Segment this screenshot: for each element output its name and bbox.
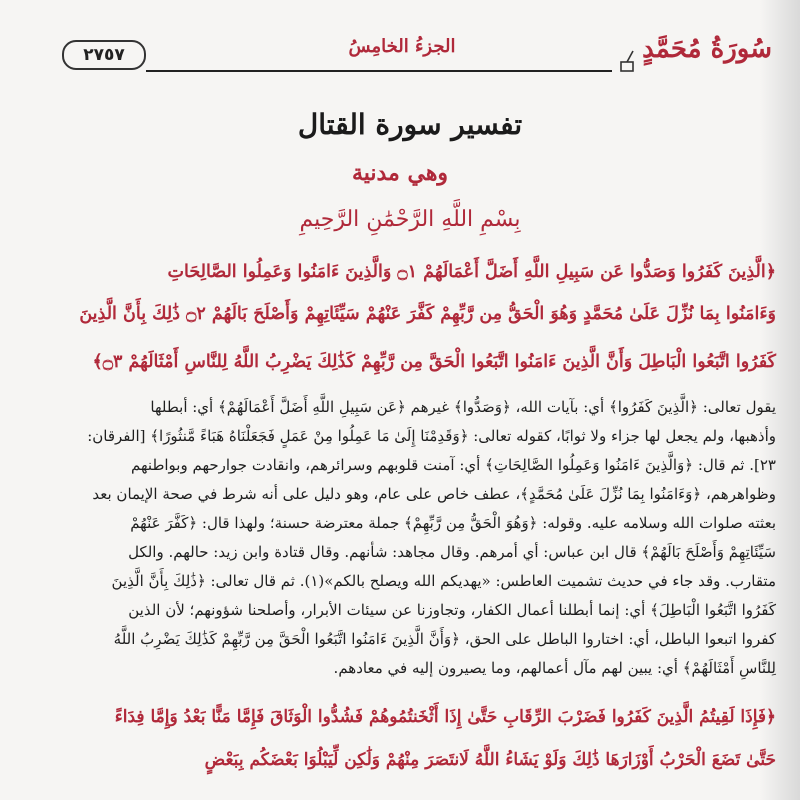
verse-line: ﴿فَإِذَا لَقِيتُمُ الَّذِينَ كَفَرُوا فَضَرْبَ الرِّقَابِ حَتَّىٰ إِذَا أَثْخَنتُمُوهُمْ فَشُدُّوا الْوَثَاقَ فَإِمَّا مَنًّا بَعْدُ وَإِمَّا فِدَاءً <box>114 707 776 727</box>
verse-line: حَتَّىٰ تَضَعَ الْحَرْبُ أَوْزَارَهَا ذَٰلِكَ وَلَوْ يَشَاءُ اللَّهُ لَانتَصَرَ مِنْهُمْ وَلَٰكِن لِّيَبْلُوَا بَعْضَكُم بِبَعْضٍ <box>204 750 776 770</box>
commentary-line: لِلنَّاسِ أَمْثَالَهُمْ﴾ أي: يبين لهم مآل أعمالهم، وما يصيرون إليه في معادهم. <box>333 659 776 677</box>
section-subtitle: وهي مدنية <box>351 160 449 186</box>
verse-line: ﴿الَّذِينَ كَفَرُوا وَصَدُّوا عَن سَبِيلِ اللَّهِ أَضَلَّ أَعْمَالَهُمْ ۝١ وَالَّذِينَ ءَامَنُوا وَعَمِلُوا الصَّالِحَاتِ <box>167 262 776 282</box>
commentary-line: بعثته صلوات الله وسلامه عليه. وقوله: ﴿وَهُوَ الْحَقُّ مِن رَّبِّهِمْ﴾ جملة معترضة حسنة؛ ولهذا قال: ﴿كَفَّرَ عَنْهُمْ <box>130 514 776 532</box>
page-header <box>62 34 772 78</box>
header-rule <box>146 70 612 72</box>
commentary-line: يقول تعالى: ﴿الَّذِينَ كَفَرُوا﴾ أي: بآيات الله، ﴿وَصَدُّوا﴾ غيرهم ﴿عَن سَبِيلِ اللَّهِ أَضَلَّ أَعْمَالَهُمْ﴾ أي: أبطلها <box>150 398 776 416</box>
commentary-line: وأذهبها، ولم يجعل لها جزاء ولا ثوابًا، كقوله تعالى: ﴿وَقَدِمْنَا إِلَىٰ مَا عَمِلُوا مِنْ عَمَلٍ فَجَعَلْنَاهُ هَبَاءً مَّنثُورًا﴾ [الفرقان: <box>87 427 776 445</box>
section-title: تفسير سورة القتال <box>297 108 523 141</box>
commentary-line: وظواهرهم، ﴿وَءَامَنُوا بِمَا نُزِّلَ عَلَىٰ مُحَمَّدٍ﴾، عطف خاص على عام، وهو دليل على أنه شرط في صحة الإيمان بعد <box>92 485 776 503</box>
commentary-line: ٢٣]. ثم قال: ﴿وَالَّذِينَ ءَامَنُوا وَعَمِلُوا الصَّالِحَاتِ﴾ أي: آمنت قلوبهم وسرائرهم، وانقادت جوارحهم وبواطنهم <box>131 456 776 474</box>
surah-name-header: سُورَةُ مُحَمَّدٍ <box>642 34 772 64</box>
verse-line: كَفَرُوا اتَّبَعُوا الْبَاطِلَ وَأَنَّ الَّذِينَ ءَامَنُوا اتَّبَعُوا الْحَقَّ مِن رَّبِّهِمْ كَذَٰلِكَ يَضْرِبُ اللَّهُ لِلنَّاسِ أَمْثَالَهُمْ ۝٣﴾ <box>92 352 776 372</box>
part-label: الجزءُ الخامِسُ <box>348 36 456 57</box>
basmala: بِسْمِ اللَّهِ الرَّحْمَٰنِ الرَّحِيمِ <box>299 207 521 232</box>
commentary-line: سَيِّئَاتِهِمْ وَأَصْلَحَ بَالَهُمْ﴾ قال ابن عباس: أي أمرهم. وقال مجاهد: شأنهم. وقال قتادة وابن زيد: حالهم. والكل <box>128 543 776 561</box>
commentary-line: كَفَرُوا اتَّبَعُوا الْبَاطِلَ﴾ أي: إنما أبطلنا أعمال الكفار، وتجاوزنا عن سيئات الأبرار، وأصلحنا شؤونهم؛ لأن الذين <box>128 601 776 619</box>
page-number: ٢٧٥٧ <box>62 40 146 70</box>
verse-line: وَءَامَنُوا بِمَا نُزِّلَ عَلَىٰ مُحَمَّدٍ وَهُوَ الْحَقُّ مِن رَّبِّهِمْ كَفَّرَ عَنْهُمْ سَيِّئَاتِهِمْ وَأَصْلَحَ بَالَهُمْ ۝٢ ذَٰلِكَ بِأَنَّ الَّذِينَ <box>79 304 776 324</box>
commentary-line: متقارب. وقد جاء في حديث تشميت العاطس: «يهديكم الله ويصلح بالكم»(١). ثم قال تعالى: ﴿ذَٰلِكَ بِأَنَّ الَّذِينَ <box>111 572 776 590</box>
commentary-line: كفروا اتبعوا الباطل، أي: اختاروا الباطل على الحق، ﴿وَأَنَّ الَّذِينَ ءَامَنُوا اتَّبَعُوا الْحَقَّ مِن رَّبِّهِمْ كَذَٰلِكَ يَضْرِبُ اللَّهُ <box>113 630 776 648</box>
